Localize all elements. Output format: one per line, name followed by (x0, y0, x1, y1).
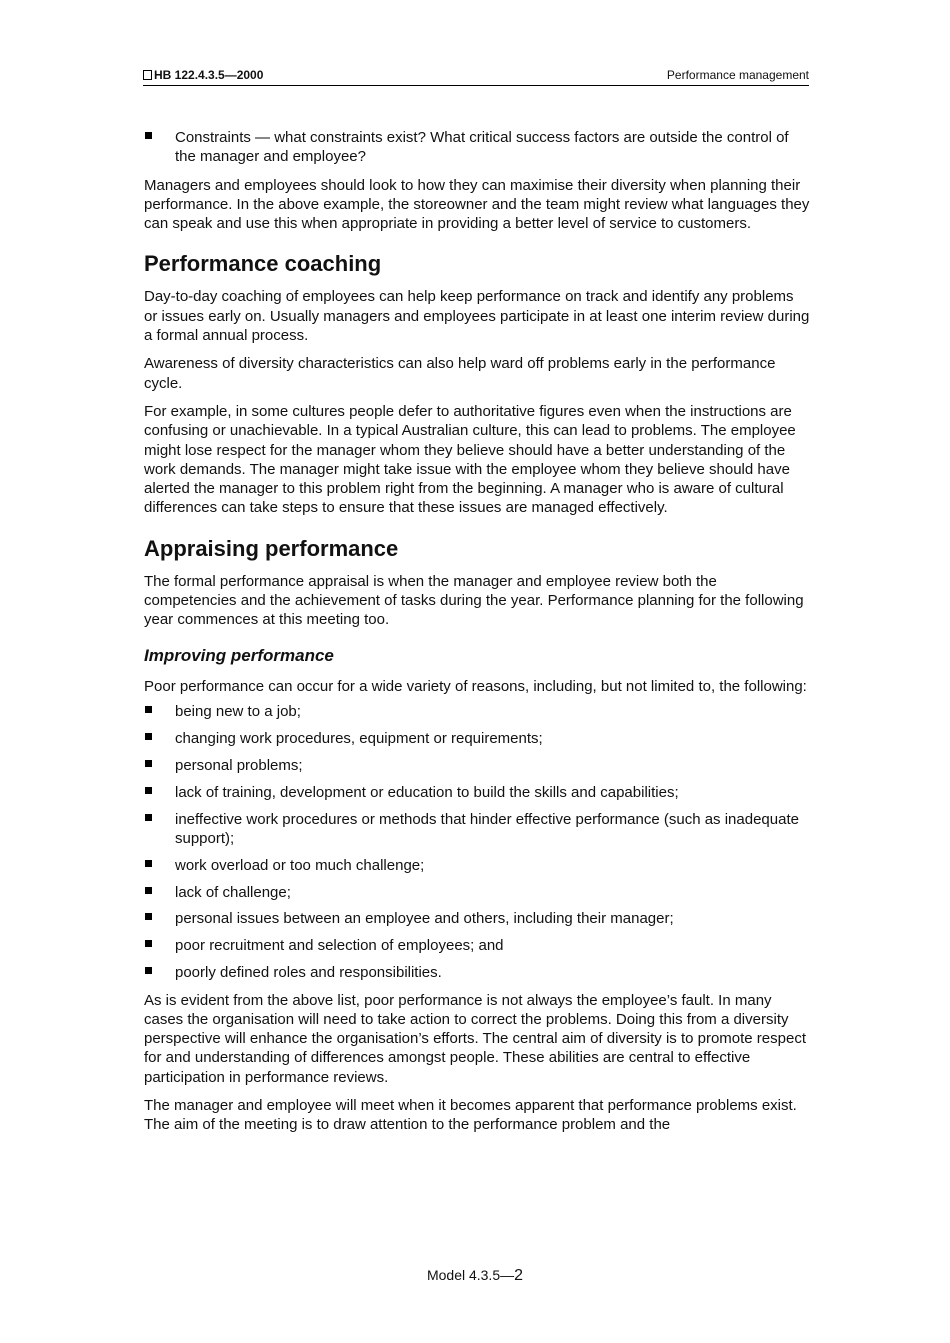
list-item (144, 909, 810, 928)
page-footer (0, 1266, 950, 1285)
footer-model-label: Model 4.3.5— (426, 1267, 515, 1283)
list-item (144, 936, 810, 955)
list-item-text: ineffective work procedures or methods that hinder effective performance (such as inadequate support); (175, 810, 799, 847)
subheading-improving-performance: Improving performance (144, 645, 334, 665)
list-item-text: Constraints — what constraints exist? What critical success factors are outside the control of the manager and employee? (175, 129, 789, 166)
list-item-text: poor recruitment and selection of employees; and (175, 937, 504, 955)
coaching-paragraph: Awareness of diversity characteristics can also help ward off problems early in the performance cycle. (144, 355, 776, 392)
reasons-bullet-list (144, 702, 810, 983)
list-item (144, 883, 810, 902)
list-item (144, 963, 810, 982)
square-bullet-icon (145, 967, 152, 974)
page-body (144, 128, 810, 1144)
coaching-paragraph: For example, in some cultures people defer to authoritative figures even when the instructions are confusing or unachievable. In a typical Australian culture, this can lead to problems. The employee might lose respect for the manager whom they believe should have a better understanding of the work demands. The manager might take issue with the employee whom they believe should have alerted the manager to this problem right from the beginning. A manager who is aware of cultural differences can take steps to ensure that these issues are managed effectively. (144, 402, 796, 517)
list-item (144, 856, 810, 875)
square-bullet-icon (145, 760, 152, 767)
list-item-text: lack of training, development or education to build the skills and capabilities; (175, 783, 679, 801)
square-bullet-icon (145, 787, 152, 794)
page-header (143, 67, 809, 86)
list-item-text: being new to a job; (175, 702, 301, 720)
intro-paragraph: Managers and employees should look to how they can maximise their diversity when planning their performance. In the above example, the storeowner and the team might review what languages they can speak and use this when appropriate in providing a better level of service to customers. (144, 176, 810, 233)
appraising-paragraph: The formal performance appraisal is when the manager and employee review both the competencies and the achievement of tasks during the year. Performance planning for the following year commences at this meeting too. (144, 572, 804, 629)
footer-page-number: 2 (514, 1267, 524, 1284)
header-doc-code: HB 122.4.3.5—2000 (154, 68, 264, 82)
improving-paragraph: As is evident from the above list, poor performance is not always the employee’s fault. In many cases the organisation will need to take action to correct the problems. Doing this from a diversity perspective will enhance the organisation’s efforts. The central aim of diversity is to promote respect for and understanding of differences amongst people. These abilities are central to effective participation in performance reviews. (144, 991, 806, 1086)
square-bullet-icon (145, 860, 152, 867)
list-item-text: lack of challenge; (175, 883, 291, 901)
list-item-text: personal issues between an employee and others, including their manager; (175, 910, 674, 928)
list-item (144, 128, 810, 167)
improving-lead-paragraph: Poor performance can occur for a wide variety of reasons, including, but not limited to, the following: (144, 677, 807, 695)
square-bullet-icon (145, 706, 152, 713)
list-item (144, 729, 810, 748)
square-bullet-icon (145, 733, 152, 740)
list-item (144, 702, 810, 721)
list-item-text: work overload or too much challenge; (175, 856, 425, 874)
constraints-bullet-list (144, 128, 810, 167)
list-item-text: poorly defined roles and responsibilities. (175, 964, 442, 982)
square-bullet-icon (145, 814, 152, 821)
square-bullet-icon (145, 887, 152, 894)
header-doc-code-group (143, 67, 263, 83)
square-bullet-icon (145, 913, 152, 920)
square-bullet-icon (145, 940, 152, 947)
heading-appraising-performance: Appraising performance (144, 535, 399, 561)
list-item (144, 756, 810, 775)
list-item-text: changing work procedures, equipment or requirements; (175, 729, 543, 747)
improving-paragraph: The manager and employee will meet when it becomes apparent that performance problems exist. The aim of the meeting is to draw attention to the performance problem and the (144, 1097, 797, 1134)
checkbox-square-icon (143, 70, 152, 80)
header-section-title: Performance management (666, 68, 809, 82)
list-item-text: personal problems; (175, 756, 303, 774)
list-item (144, 810, 810, 849)
heading-performance-coaching: Performance coaching (144, 251, 382, 277)
coaching-paragraph: Day-to-day coaching of employees can help keep performance on track and identify any problems or issues early on. Usually managers and employees participate in at least one interim review during a formal annual process. (144, 288, 810, 345)
square-bullet-icon (145, 132, 152, 139)
list-item (144, 783, 810, 802)
